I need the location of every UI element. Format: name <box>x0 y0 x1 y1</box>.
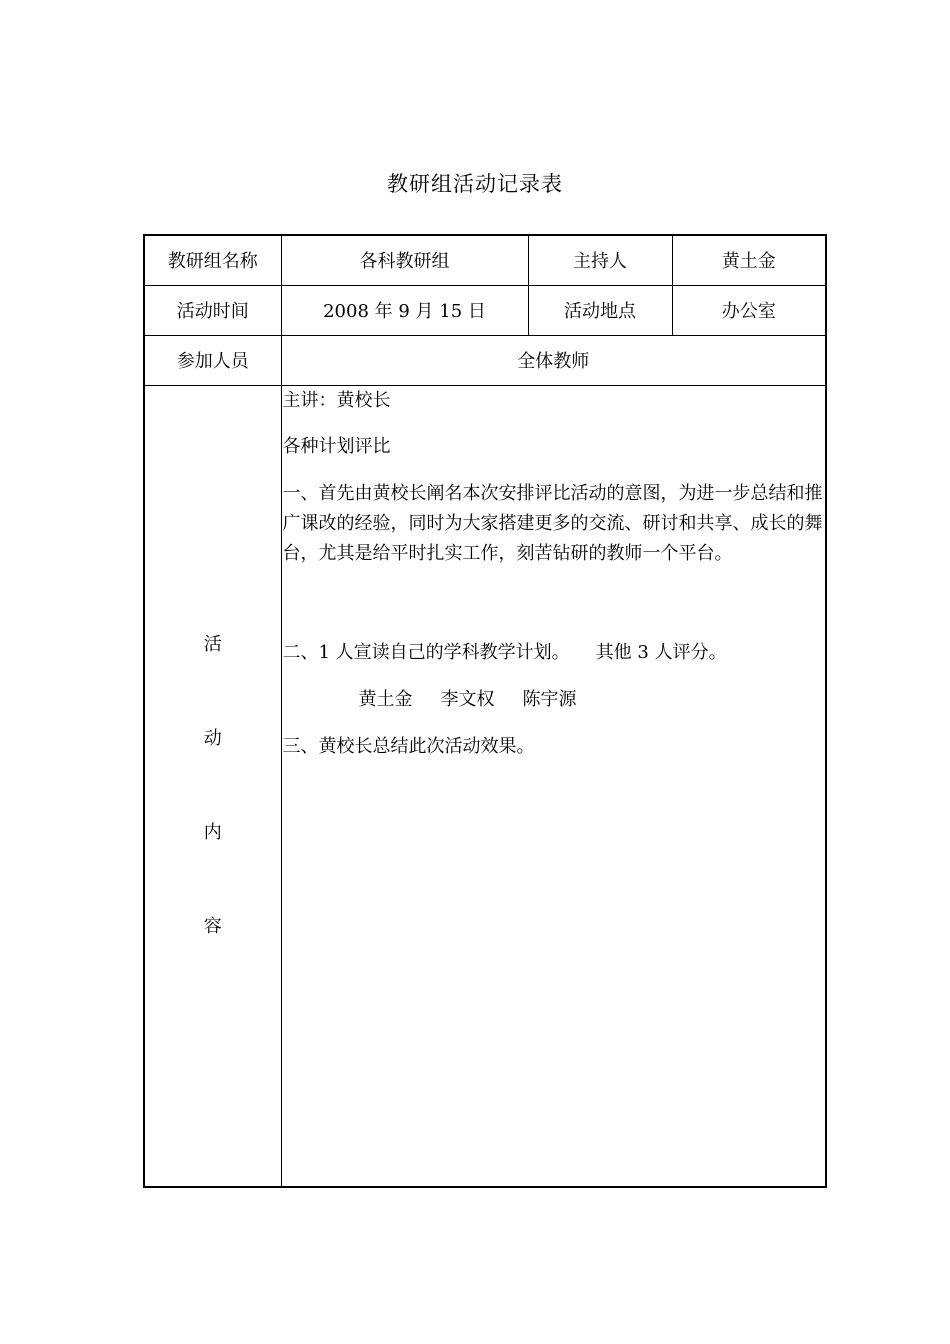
step-two-part-one: 二、1 人宣读自己的学科教学计划。 <box>282 641 570 663</box>
group-name-label: 教研组名称 <box>144 235 281 285</box>
location-label: 活动地点 <box>528 285 672 335</box>
content-label-char: 活 <box>203 633 222 655</box>
step-two-line <box>283 638 826 668</box>
content-label-char: 容 <box>203 915 222 937</box>
content-label-char: 内 <box>203 821 222 843</box>
group-name-value: 各科教研组 <box>281 235 528 285</box>
content-cell <box>281 385 826 1187</box>
judge-name: 黄土金 <box>358 688 413 710</box>
step-two-part-two: 其他 3 人评分。 <box>595 641 727 663</box>
participants-value: 全体教师 <box>281 335 826 385</box>
time-label: 活动时间 <box>144 285 281 335</box>
step-three-line: 三、黄校长总结此次活动效果。 <box>282 735 535 757</box>
topic-line: 各种计划评比 <box>282 435 391 457</box>
content-label-char: 动 <box>203 727 222 749</box>
judge-name: 李文权 <box>440 688 495 710</box>
host-label: 主持人 <box>528 235 672 285</box>
step-one-paragraph: 一、首先由黄校长阐名本次安排评比活动的意图，为进一步总结和推广课改的经验，同时为大家搭建更多的交流、研讨和共享、成长的舞台，尤其是给平时扎实工作，刻苦钻研的教师一个平台。 <box>282 482 823 564</box>
speaker-line: 主讲：黄校长 <box>282 389 391 411</box>
table-row <box>144 235 826 285</box>
judge-name: 陈宇源 <box>522 688 577 710</box>
table-row <box>144 335 826 385</box>
time-value: 2008 年 9 月 15 日 <box>281 285 528 335</box>
page-title: 教研组活动记录表 <box>387 172 563 196</box>
content-label <box>144 385 281 1187</box>
table-row <box>144 385 826 1187</box>
table-row <box>144 285 826 335</box>
host-value: 黄土金 <box>672 235 826 285</box>
judges-line <box>283 685 826 715</box>
participants-label: 参加人员 <box>144 335 281 385</box>
activity-record-table <box>143 234 827 1188</box>
location-value: 办公室 <box>672 285 826 335</box>
